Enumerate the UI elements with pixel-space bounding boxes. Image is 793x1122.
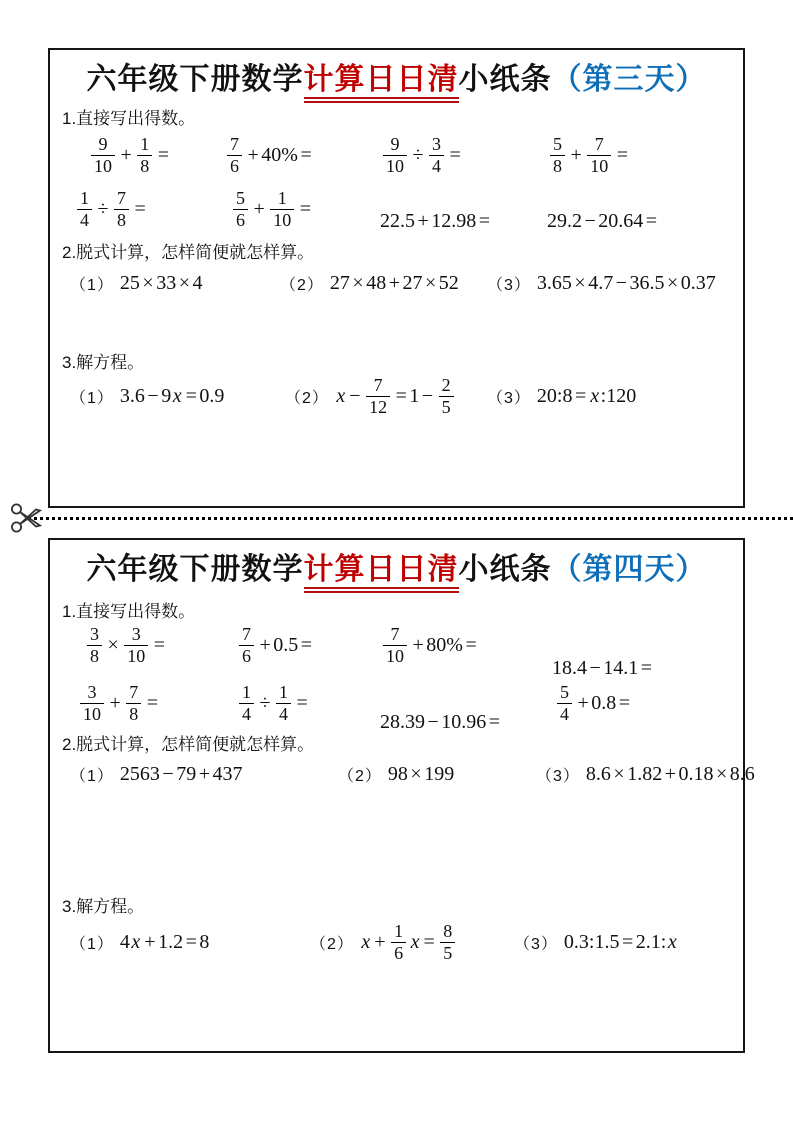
math-problem: $\frac{3}{8}$ × $\frac{3}{10}$ = [84,620,168,670]
fraction: $\frac{7}{10}$ [587,134,611,175]
problem-expression: 2 5 6 3 − 7 9 + 4 3 7 [119,762,243,785]
problem-number: （1） [70,389,114,407]
math-problem [70,929,209,955]
math-problem [487,270,716,296]
cut-dotted-line [28,517,793,520]
math-problem: 1 8 . 4 − 1 4 . 1 = [552,656,653,679]
problem-expression: x − $\frac{7}{12}$ = 1 − $\frac{2}{5}$ [335,375,457,416]
title-highlight: 计算日日清 [304,63,459,103]
fraction: $\frac{3}{4}$ [429,134,444,175]
title-prefix: 六年级下册数学 [86,553,304,586]
fraction: $\frac{8}{5}$ [440,921,455,962]
fraction: $\frac{9}{10}$ [91,134,115,175]
problem-expression: 2 7 × 4 8 + 2 7 × 5 2 [329,271,459,294]
problem-number: （1） [70,276,114,294]
worksheet-day4 [48,538,755,1053]
math-problem: $\frac{1}{4}$ ÷ $\frac{1}{4}$ = [236,678,310,728]
math-problem: 2 2 . 5 + 1 2 . 9 8 = [380,209,491,232]
problem-number: （3） [514,935,558,953]
scissors-icon [10,501,42,535]
problem-number: （2） [285,389,329,407]
math-problem [70,270,202,296]
fraction: $\frac{7}{10}$ [383,624,407,665]
problem-number: （1） [70,935,114,953]
fraction: $\frac{1}{4}$ [77,188,92,229]
math-problem [310,917,458,967]
section2-label: 2.脱式计算，怎样简便就怎样算。 [62,735,315,754]
worksheet-title [50,544,743,588]
problem-expression: 3 . 6 − 9 x = 0 . 9 [119,384,225,407]
title-suffix: 小纸条 [458,553,552,586]
problem-number: （2） [338,767,382,785]
fraction: $\frac{5}{6}$ [233,188,248,229]
problem-expression: 0 . 3 : 1 . 5 = 2 . 1 : x [563,930,677,953]
math-problem [536,761,755,787]
math-problem: $\frac{7}{10}$ + 8 0 % = [380,620,479,670]
math-problem [70,761,242,787]
problem-expression: 4 x + 1 . 2 = 8 [119,930,210,953]
math-problem [487,383,636,409]
math-problem: $\frac{9}{10}$ ÷ $\frac{3}{4}$ = [380,130,463,180]
fraction: $\frac{5}{8}$ [550,134,565,175]
fraction: $\frac{7}{6}$ [227,134,242,175]
fraction: $\frac{3}{10}$ [80,682,104,723]
section1-label: 1.直接写出得数。 [62,109,196,128]
fraction: $\frac{7}{8}$ [114,188,129,229]
problem-expression: x + $\frac{1}{6}$ x = $\frac{8}{5}$ [360,921,458,962]
fraction: $\frac{9}{10}$ [383,134,407,175]
fraction: $\frac{5}{4}$ [557,682,572,723]
fraction: $\frac{3}{10}$ [124,624,148,665]
problem-expression: 2 0 : 8 = x : 1 2 0 [536,384,637,407]
math-problem: 2 9 . 2 − 2 0 . 6 4 = [547,209,658,232]
worksheet-day3 [48,48,745,508]
fraction: $\frac{1}{6}$ [391,921,406,962]
fraction: $\frac{7}{8}$ [126,682,141,723]
problem-expression: 9 8 × 1 9 9 [387,762,455,785]
problem-expression: 2 5 × 3 3 × 4 [119,271,203,294]
problem-number: （3） [536,767,580,785]
fraction: $\frac{1}{8}$ [137,134,152,175]
problem-number: （3） [487,389,531,407]
title-day-label: （第三天） [551,63,707,96]
math-problem: $\frac{1}{4}$ ÷ $\frac{7}{8}$ = [74,184,148,234]
math-problem: $\frac{5}{8}$ + $\frac{7}{10}$ = [547,130,631,180]
fraction: $\frac{1}{4}$ [239,682,254,723]
math-problem: $\frac{5}{6}$ + $\frac{1}{10}$ = [230,184,314,234]
worksheet-title [50,54,743,98]
title-suffix: 小纸条 [458,63,552,96]
math-problem [285,371,457,421]
problem-expression: 3 . 6 5 × 4 . 7 − 3 6 . 5 × 0 . 3 7 [536,271,716,294]
section2-label: 2.脱式计算，怎样简便就怎样算。 [62,243,315,262]
math-problem [70,383,224,409]
fraction: $\frac{7}{12}$ [366,375,390,416]
math-problem: $\frac{7}{6}$ + 4 0 % = [224,130,314,180]
math-problem: $\frac{5}{4}$ + 0 . 8 = [554,678,633,728]
problem-number: （3） [487,276,531,294]
section3-label: 3.解方程。 [62,353,145,372]
math-problem: $\frac{7}{6}$ + 0 . 5 = [236,620,315,670]
math-problem [280,270,459,296]
problem-expression: 8 . 6 × 1 . 8 2 + 0 . 1 8 × 8 . 6 [585,762,755,785]
math-problem: 2 8 . 3 9 − 1 0 . 9 6 = [380,710,501,733]
title-highlight: 计算日日清 [304,553,459,593]
section3-label: 3.解方程。 [62,897,145,916]
title-day-label: （第四天） [551,553,707,586]
fraction: $\frac{1}{10}$ [270,188,294,229]
math-problem [514,929,678,955]
section1-label: 1.直接写出得数。 [62,602,196,621]
fraction: $\frac{7}{6}$ [239,624,254,665]
fraction: $\frac{1}{4}$ [276,682,291,723]
problem-number: （2） [280,276,324,294]
problem-number: （2） [310,935,354,953]
fraction: $\frac{3}{8}$ [87,624,102,665]
math-problem [338,761,454,787]
fraction: $\frac{2}{5}$ [439,375,454,416]
problem-number: （1） [70,767,114,785]
title-prefix: 六年级下册数学 [86,63,304,96]
math-problem: $\frac{9}{10}$ + $\frac{1}{8}$ = [88,130,172,180]
math-problem: $\frac{3}{10}$ + $\frac{7}{8}$ = [77,678,161,728]
